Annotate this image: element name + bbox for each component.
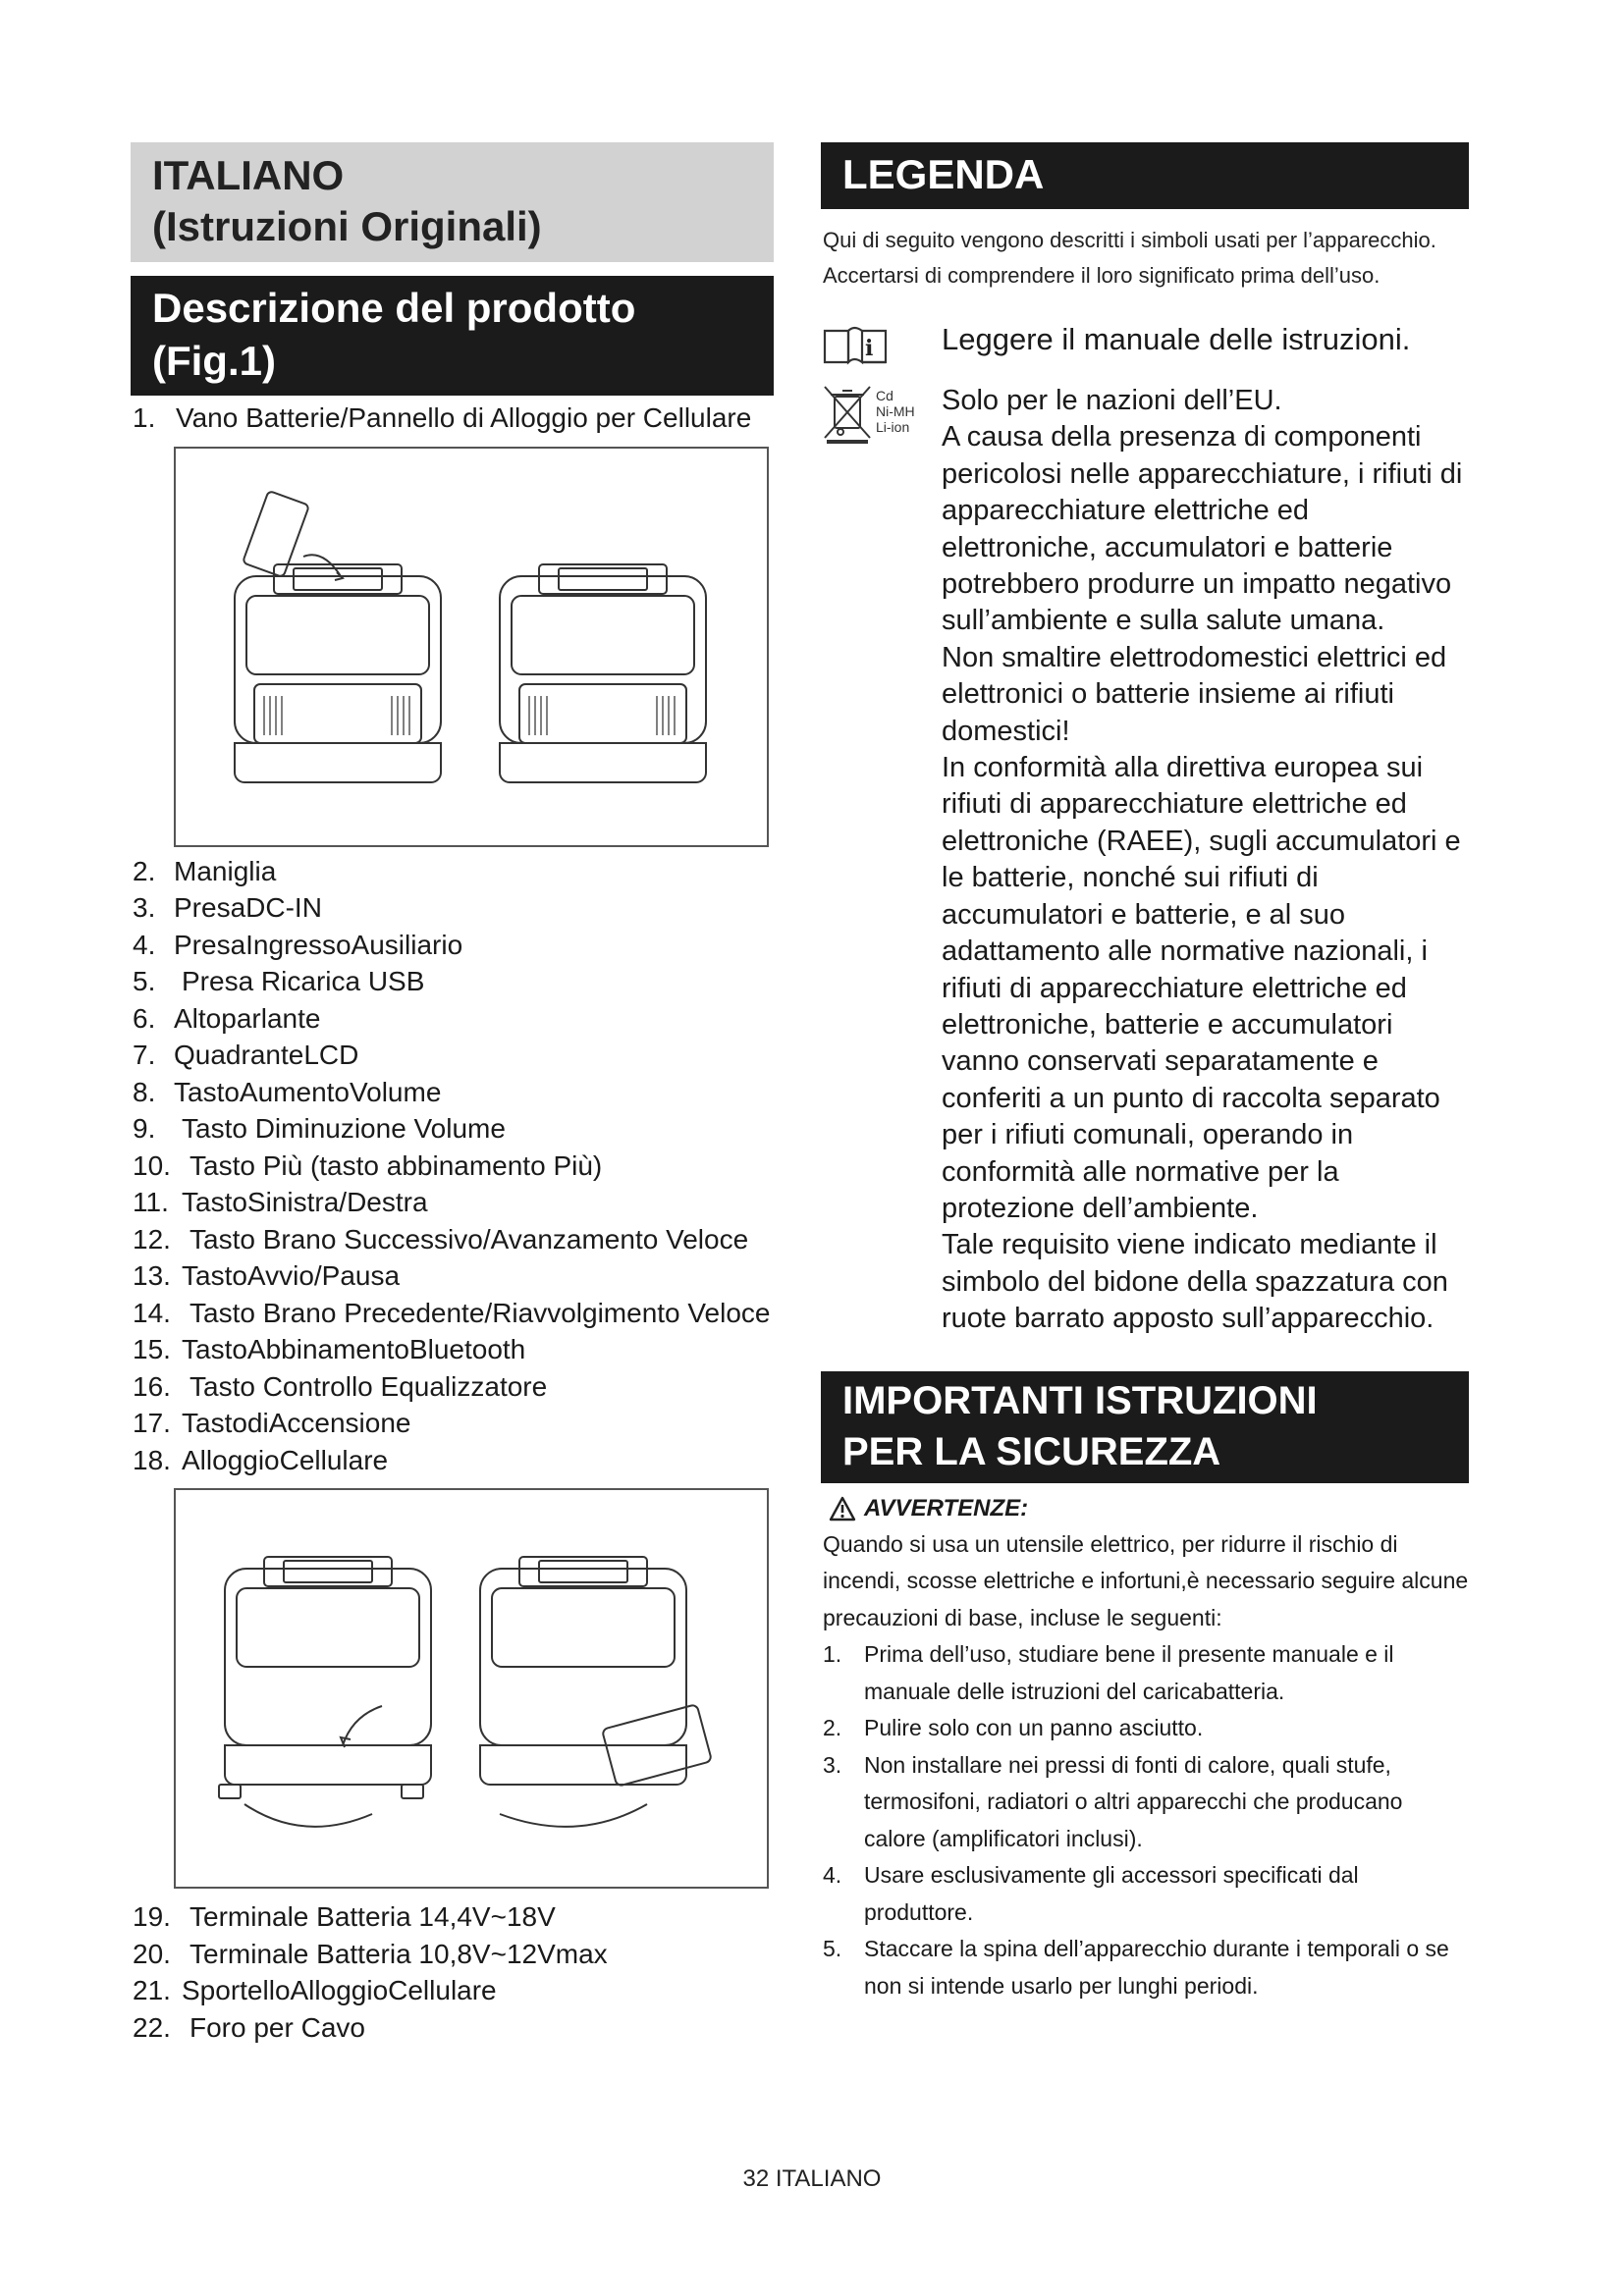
item-number: 5. (133, 966, 156, 996)
list-item (131, 1936, 774, 1973)
item-number: 22. (133, 2011, 171, 2043)
item-number: 16. (133, 1370, 171, 1402)
list-item (131, 1331, 774, 1368)
item-number: 7. (133, 1040, 156, 1070)
item-text: AlloggioCellulare (182, 1444, 389, 1475)
weee-paragraph: Solo per le nazioni dell’EU. (942, 385, 1282, 416)
list-item (821, 1931, 1469, 2004)
item-text: Tasto Brano Precedente/Riavvolgimento Veloce (189, 1297, 771, 1328)
list-item (821, 1857, 1469, 1931)
item-text: Tasto Più (tasto abbinamento Più) (189, 1149, 603, 1181)
weee-label-nimh: Ni-MH (876, 403, 915, 419)
weee-label-liion: Li-ion (876, 419, 910, 435)
legend-header (821, 142, 1469, 209)
warning-triangle-icon (829, 1496, 856, 1522)
list-item (131, 1074, 774, 1111)
item-text: TastoAbbinamentoBluetooth (182, 1334, 526, 1364)
list-item (131, 963, 774, 1000)
list-item (131, 1972, 774, 2009)
right-column (821, 142, 1469, 2004)
item-number: 6. (133, 1002, 156, 1034)
list-item (131, 1257, 774, 1295)
figure-1-bottom (174, 1488, 769, 1889)
list-item (131, 1037, 774, 1074)
weee-bin-icon (821, 383, 942, 1338)
item-text: Foro per Cavo (189, 2011, 365, 2043)
legend-title: LEGENDA (842, 151, 1045, 197)
parts-list-b (131, 853, 774, 1479)
parts-list-a (131, 400, 774, 437)
item-text: Presa Ricarica USB (182, 966, 425, 996)
list-item (821, 1636, 1469, 1710)
manual-symbol-row (821, 321, 1469, 371)
item-text: PresaDC-IN (174, 892, 322, 923)
list-item (131, 1148, 774, 1185)
item-number: 1. (823, 1641, 842, 1668)
list-item (131, 1221, 774, 1258)
legend-intro: Qui di seguito vengono descritti i simboli usati per l’apparecchio. Accertarsi di comprendere il loro significato prima dell’uso. (823, 228, 1436, 288)
manual-book-icon (821, 321, 942, 371)
list-item (131, 1000, 774, 1038)
section-figure-ref: (Fig.1) (152, 338, 276, 384)
list-item (131, 889, 774, 927)
item-number: 3. (133, 892, 156, 923)
item-text: SportelloAlloggioCellulare (182, 1975, 497, 2005)
list-item (131, 1368, 774, 1406)
manual-symbol-text: Leggere il manuale delle istruzioni. (942, 322, 1411, 356)
weee-paragraph: Non smaltire elettrodomestici elettrici ed elettronici o batterie insieme ai rifiuti domestici! (942, 641, 1447, 747)
item-number: 14. (133, 1297, 171, 1328)
list-item (131, 1110, 774, 1148)
weee-paragraph: A causa della presenza di componenti pericolosi nelle apparecchiature, i rifiuti di apparecchiature elettriche ed elettroniche, accumulatori e batterie potrebbero produrre un impatto negativo sull’ambiente e sulla salute umana. (942, 421, 1463, 637)
language-header (131, 142, 774, 262)
product-description-header (131, 276, 774, 396)
item-text: Maniglia (174, 855, 277, 886)
item-text: TastoAvvio/Pausa (182, 1260, 401, 1291)
item-text: TastodiAccensione (182, 1408, 411, 1438)
weee-text (942, 383, 1469, 1338)
warning-label: AVVERTENZE: (864, 1494, 1029, 1522)
list-item (131, 2009, 774, 2047)
page-footer: 32 ITALIANO (742, 2165, 882, 2192)
speaker-illustration-bottom (176, 1490, 767, 1887)
item-number: 4. (823, 1862, 842, 1889)
item-text: Usare esclusivamente gli accessori specificati dal produttore. (864, 1862, 1359, 1925)
manual-icon-letter: i (865, 336, 874, 361)
item-number: 2. (133, 855, 156, 886)
item-text: Non installare nei pressi di fonti di calore, quali stufe, termosifoni, radiatori o altri apparecchi che producano calore (amplificatori inclusi). (864, 1751, 1403, 1851)
safety-list (821, 1636, 1469, 2004)
safety-header (821, 1371, 1469, 1483)
item-number: 11. (133, 1187, 169, 1217)
item-text: Staccare la spina dell’apparecchio durante i temporali o se non si intende usarlo per lunghi periodi. (864, 1936, 1449, 1999)
item-number: 15. (133, 1334, 171, 1364)
item-number: 10. (133, 1149, 171, 1181)
list-item (131, 400, 774, 437)
item-text: Pulire solo con un panno asciutto. (864, 1715, 1204, 1741)
item-number: 18. (133, 1444, 171, 1475)
list-item (131, 1405, 774, 1442)
safety-title-line-2: PER LA SICUREZZA (842, 1429, 1221, 1473)
weee-symbol-row (821, 383, 1469, 1338)
item-text: QuadranteLCD (174, 1040, 359, 1070)
weee-paragraph: In conformità alla direttiva europea sui rifiuti di apparecchiature elettriche ed elettroniche (RAEE), sugli accumulatori e le batterie, nonché sui rifiuti di accumulatori e batterie, e al suo adattamento alle normative nazionali, i rifiuti di apparecchiature elettriche ed elettroniche, batterie e accumulatori vanno conservati separatamente e conferiti a un punto di raccolta separato per i rifiuti comunali, operando in conformità alle normative per la protezione dell’ambiente. (942, 752, 1461, 1224)
speaker-illustration-top (176, 449, 767, 845)
section-title: Descrizione del prodotto (152, 285, 636, 331)
item-number: 9. (133, 1113, 156, 1144)
item-number: 2. (823, 1715, 842, 1741)
item-number: 19. (133, 1901, 171, 1932)
item-number: 4. (133, 929, 156, 960)
warning-heading (829, 1495, 1469, 1522)
item-text: PresaIngressoAusiliario (174, 929, 463, 960)
list-item (131, 1295, 774, 1332)
item-text: Terminale Batteria 10,8V~12Vmax (189, 1938, 608, 1969)
item-text: Prima dell’uso, studiare bene il presente manuale e il manuale delle istruzioni del caricabatteria. (864, 1641, 1394, 1704)
item-number: 8. (133, 1076, 156, 1107)
list-item (131, 853, 774, 890)
item-text: Tasto Brano Successivo/Avanzamento Veloce (189, 1223, 749, 1255)
item-number: 20. (133, 1938, 171, 1969)
list-item (131, 927, 774, 964)
item-number: 17. (133, 1408, 171, 1438)
item-text: Altoparlante (174, 1002, 321, 1034)
item-text: Terminale Batteria 14,4V~18V (189, 1901, 556, 1932)
item-number: 3. (823, 1751, 842, 1778)
weee-paragraph: Tale requisito viene indicato mediante il simbolo del bidone della spazzatura con ruote barrato apposto sull’apparecchio. (942, 1229, 1448, 1335)
language-subtitle: (Istruzioni Originali) (152, 203, 542, 249)
item-number: 13. (133, 1260, 171, 1291)
warning-intro: Quando si usa un utensile elettrico, per ridurre il rischio di incendi, scosse elettriche e infortuni,è necessario seguire alcune precauzioni di base, incluse le seguenti: (823, 1530, 1469, 1630)
item-number: 1. (133, 402, 156, 433)
left-column (131, 142, 774, 2046)
parts-list-c (131, 1898, 774, 2046)
list-item (131, 1184, 774, 1221)
item-text: Vano Batterie/Pannello di Alloggio per Cellulare (176, 402, 752, 433)
weee-label-cd: Cd (876, 388, 893, 403)
figure-1-top (174, 447, 769, 847)
list-item (131, 1898, 774, 1936)
item-number: 5. (823, 1936, 842, 1962)
language-title: ITALIANO (152, 152, 345, 198)
item-number: 12. (133, 1223, 171, 1255)
list-item (821, 1710, 1469, 1747)
list-item (821, 1747, 1469, 1858)
item-text: TastoSinistra/Destra (182, 1187, 428, 1217)
item-text: Tasto Diminuzione Volume (182, 1113, 506, 1144)
list-item (131, 1442, 774, 1479)
item-text: Tasto Controllo Equalizzatore (189, 1370, 548, 1402)
safety-title-line-1: IMPORTANTI ISTRUZIONI (842, 1378, 1318, 1422)
item-text: TastoAumentoVolume (174, 1076, 442, 1107)
item-number: 21. (133, 1975, 171, 2005)
